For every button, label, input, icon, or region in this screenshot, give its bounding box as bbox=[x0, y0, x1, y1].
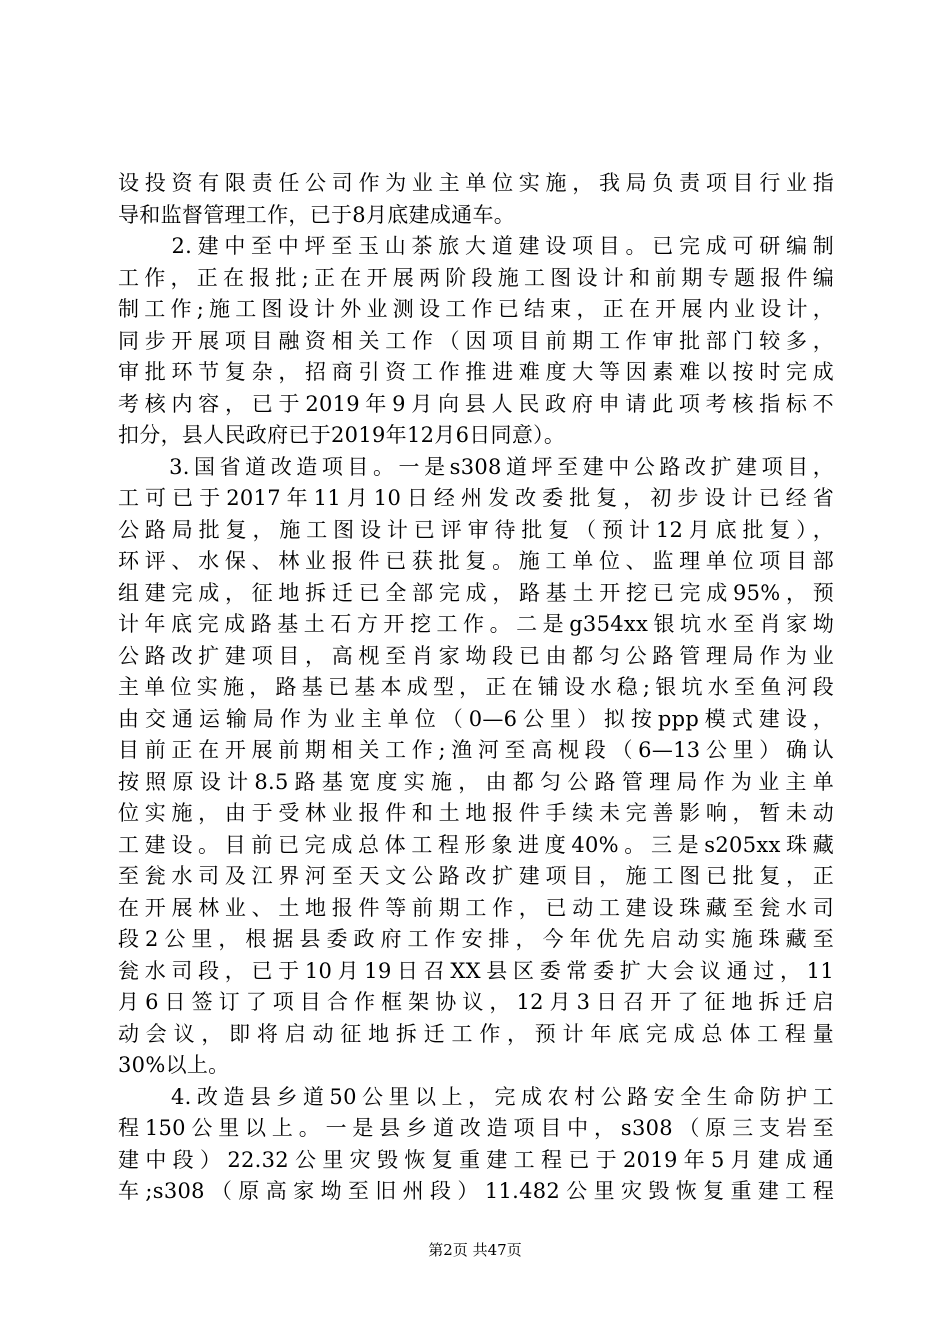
text-line: 导和监督管理工作，已于8月底建成通车。 bbox=[118, 202, 516, 227]
text-line: 在开展林业、土地报件等前期工作，已动工建设珠藏至瓮水司 bbox=[118, 895, 834, 920]
text-line: 段2公里，根据县委政府工作安排，今年优先启动实施珠藏至 bbox=[118, 927, 834, 951]
page-footer: 第2页 共47页 bbox=[428, 1241, 522, 1259]
text-line: 车;s308（原高家坳至旧州段）11.482公里灾毁恢复重建工程 bbox=[118, 1179, 834, 1203]
text-line: 位实施，由于受林业报件和土地报件手续未完善影响，暂未动 bbox=[118, 801, 834, 825]
text-line: 3.国省道改造项目。一是s308道坪至建中公路改扩建项目， bbox=[118, 454, 834, 479]
text-line: 工可已于2017年11月10日经州发改委批复，初步设计已经省 bbox=[118, 486, 834, 510]
text-line: 瓮水司段，已于10月19日召XX县区委常委扩大会议通过，11 bbox=[118, 958, 834, 983]
text-line: 按照原设计8.5路基宽度实施，由都匀公路管理局作为业主单 bbox=[118, 769, 834, 794]
text-line: 主单位实施，路基已基本成型，正在铺设水稳;银坑水至鱼河段 bbox=[118, 675, 834, 699]
text-line: 组建完成，征地拆迁已全部完成，路基土开挖已完成95%，预 bbox=[118, 580, 834, 605]
text-line: 考核内容，已于2019年9月向县人民政府申请此项考核指标不 bbox=[118, 391, 834, 416]
text-line: 由交通运输局作为业主单位（0—6公里）拟按ppp模式建设， bbox=[118, 706, 834, 731]
text-line: 30%以上。 bbox=[118, 1053, 230, 1077]
text-line: 公路改扩建项目，高枧至肖家坳段已由都匀公路管理局作为业 bbox=[118, 643, 834, 668]
text-line: 目前正在开展前期相关工作;渔河至高枧段（6—13公里）确认 bbox=[118, 738, 834, 762]
document-body bbox=[118, 168, 834, 1208]
text-line: 建中段）22.32公里灾毁恢复重建工程已于2019年5月建成通 bbox=[118, 1147, 834, 1172]
text-line: 扣分，县人民政府已于2019年12月6日同意）。 bbox=[118, 423, 566, 447]
text-line: 4.改造县乡道50公里以上，完成农村公路安全生命防护工 bbox=[118, 1084, 834, 1109]
text-line: 程150公里以上。一是县乡道改造项目中，s308（原三支岩至 bbox=[118, 1116, 834, 1140]
text-line: 同步开展项目融资相关工作（因项目前期工作审批部门较多， bbox=[118, 328, 834, 353]
text-line: 计年底完成路基土石方开挖工作。二是g354xx银坑水至肖家坳 bbox=[118, 612, 834, 636]
text-line: 制工作;施工图设计外业测设工作已结束，正在开展内业设计， bbox=[118, 297, 834, 321]
text-line: 审批环节复杂，招商引资工作推进难度大等因素难以按时完成 bbox=[118, 360, 834, 384]
text-line: 环评、水保、林业报件已获批复。施工单位、监理单位项目部 bbox=[118, 549, 834, 573]
text-line: 至瓮水司及江界河至天文公路改扩建项目，施工图已批复，正 bbox=[118, 864, 834, 888]
text-line: 公路局批复，施工图设计已评审待批复（预计12月底批复）， bbox=[118, 517, 834, 542]
text-line: 动会议，即将启动征地拆迁工作，预计年底完成总体工程量 bbox=[118, 1021, 834, 1046]
text-line: 2.建中至中坪至玉山茶旅大道建设项目。已完成可研编制 bbox=[118, 234, 834, 258]
text-line: 工作，正在报批;正在开展两阶段施工图设计和前期专题报件编 bbox=[118, 265, 834, 290]
text-line: 设投资有限责任公司作为业主单位实施，我局负责项目行业指 bbox=[118, 171, 834, 195]
text-line: 月6日签订了项目合作框架协议，12月3日召开了征地拆迁启 bbox=[118, 990, 834, 1014]
text-line: 工建设。目前已完成总体工程形象进度40%。三是s205xx珠藏 bbox=[118, 832, 834, 857]
